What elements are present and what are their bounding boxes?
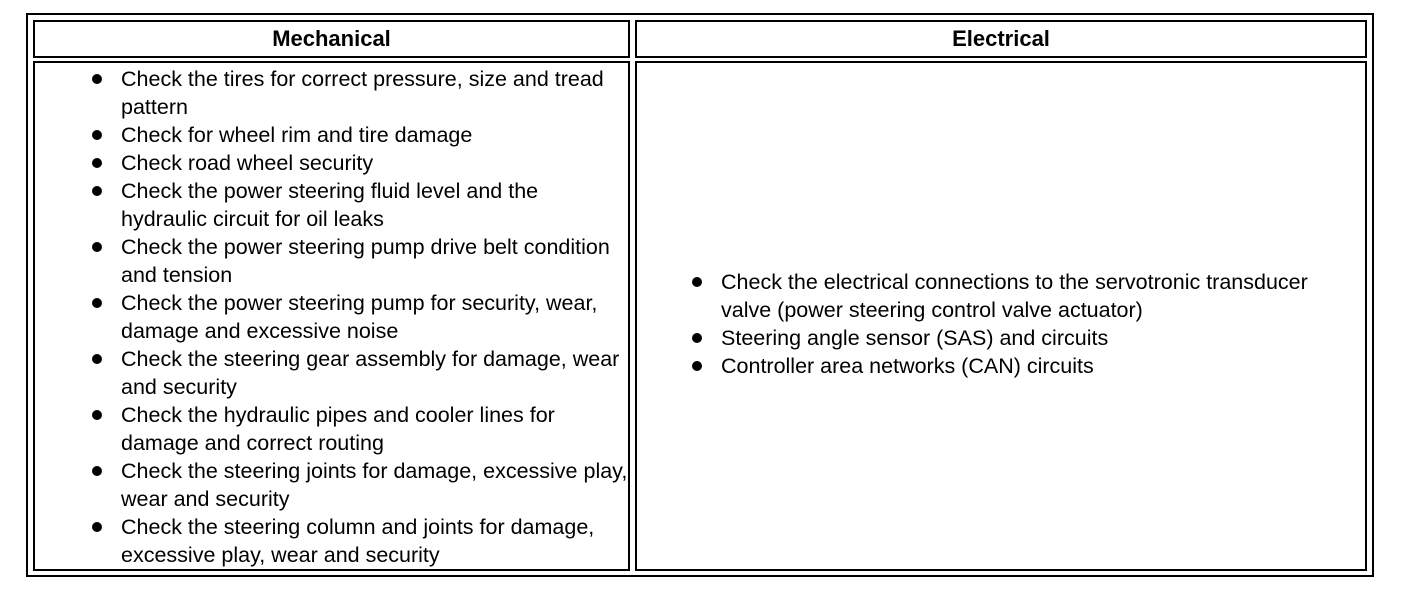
header-electrical-label: Electrical [952, 26, 1050, 51]
list-item: Check the electrical connections to the servotronic transducer valve (power steering control valve actuator) [721, 268, 1361, 324]
bullet-icon [92, 410, 102, 420]
mechanical-cell [33, 61, 630, 571]
inspection-table [26, 13, 1374, 577]
list-item: Check the hydraulic pipes and cooler lines for damage and correct routing [121, 401, 629, 457]
bullet-icon [92, 466, 102, 476]
electrical-list [721, 268, 1361, 380]
list-item: Check road wheel security [121, 149, 629, 177]
bullet-icon [692, 333, 702, 343]
list-item: Check the power steering fluid level and the hydraulic circuit for oil leaks [121, 177, 629, 233]
list-item: Check the steering joints for damage, excessive play, wear and security [121, 457, 629, 513]
electrical-cell [635, 61, 1367, 571]
list-item: Check the steering column and joints for damage, excessive play, wear and security [121, 513, 629, 569]
bullet-icon [92, 158, 102, 168]
list-item: Check the power steering pump drive belt condition and tension [121, 233, 629, 289]
bullet-icon [92, 74, 102, 84]
bullet-icon [92, 298, 102, 308]
bullet-icon [92, 522, 102, 532]
list-item: Check for wheel rim and tire damage [121, 121, 629, 149]
bullet-icon [92, 242, 102, 252]
bullet-icon [692, 361, 702, 371]
list-item: Check the tires for correct pressure, size and tread pattern [121, 65, 629, 121]
list-item: Check the power steering pump for security, wear, damage and excessive noise [121, 289, 629, 345]
mechanical-list [121, 65, 629, 569]
bullet-icon [92, 186, 102, 196]
bullet-icon [692, 277, 702, 287]
list-item: Steering angle sensor (SAS) and circuits [721, 324, 1361, 352]
list-item: Controller area networks (CAN) circuits [721, 352, 1361, 380]
header-mechanical [33, 20, 630, 58]
list-item: Check the steering gear assembly for damage, wear and security [121, 345, 629, 401]
bullet-icon [92, 130, 102, 140]
header-electrical [635, 20, 1367, 58]
bullet-icon [92, 354, 102, 364]
header-mechanical-label: Mechanical [272, 26, 391, 51]
